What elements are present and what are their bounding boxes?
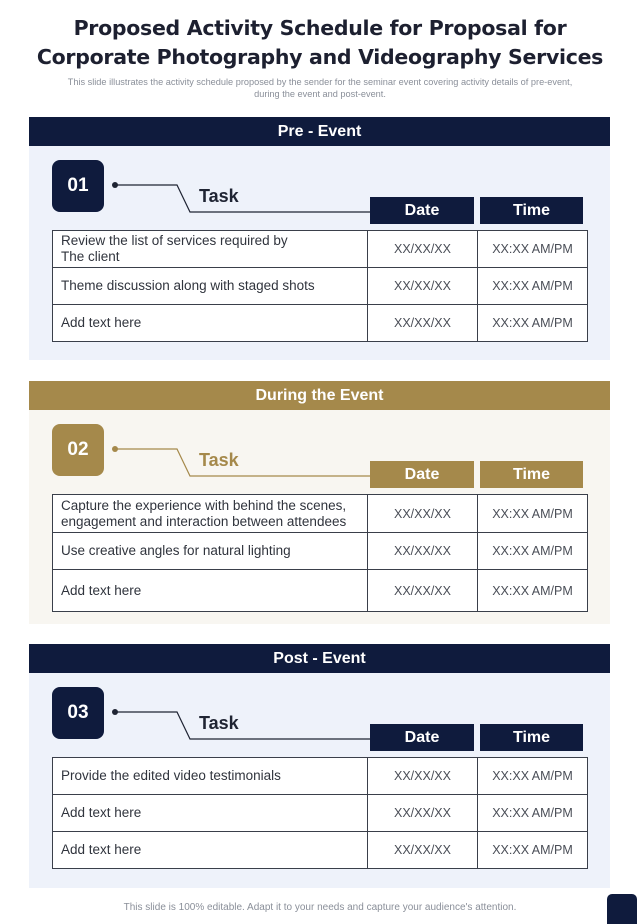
time-header: Time bbox=[480, 461, 583, 488]
table-row bbox=[53, 832, 588, 869]
date-cell: XX/XX/XX bbox=[368, 231, 478, 268]
time-header: Time bbox=[480, 724, 583, 751]
section-panel bbox=[29, 673, 610, 888]
schedule-table bbox=[52, 757, 588, 869]
task-cell bbox=[53, 231, 368, 268]
task-label: Task bbox=[199, 450, 239, 470]
subtitle-line-2: during the event and post-event. bbox=[254, 89, 386, 99]
task-text-line-2: The client bbox=[61, 249, 120, 264]
date-cell: XX/XX/XX bbox=[368, 570, 478, 612]
subtitle-line-1: This slide illustrates the activity schedule proposed by the sender for the seminar event covering activity details of pre-event, bbox=[67, 77, 573, 87]
table-row bbox=[53, 570, 588, 612]
task-cell: Add text here bbox=[53, 832, 368, 869]
section-band: During the Event bbox=[29, 381, 610, 410]
task-text-line-2: engagement and interaction between attendees bbox=[61, 513, 347, 529]
date-header: Date bbox=[370, 197, 474, 224]
task-cell: Provide the edited video testimonials bbox=[53, 758, 368, 795]
date-header: Date bbox=[370, 724, 474, 751]
date-cell: XX/XX/XX bbox=[368, 495, 478, 533]
task-cell: Use creative angles for natural lighting bbox=[53, 533, 368, 570]
date-cell: XX/XX/XX bbox=[368, 533, 478, 570]
time-cell: XX:XX AM/PM bbox=[478, 758, 588, 795]
connector-line-icon bbox=[112, 707, 372, 743]
table-row bbox=[53, 795, 588, 832]
date-cell: XX/XX/XX bbox=[368, 268, 478, 305]
corner-accent bbox=[607, 894, 637, 924]
task-cell bbox=[53, 495, 368, 533]
table-row bbox=[53, 495, 588, 533]
connector-line-icon bbox=[112, 444, 372, 480]
page-subtitle bbox=[20, 76, 620, 100]
time-cell: XX:XX AM/PM bbox=[478, 832, 588, 869]
section-panel bbox=[29, 146, 610, 360]
table-row bbox=[53, 268, 588, 305]
time-cell: XX:XX AM/PM bbox=[478, 231, 588, 268]
time-cell: XX:XX AM/PM bbox=[478, 305, 588, 342]
title-line-2: Corporate Photography and Videography Services bbox=[36, 45, 604, 69]
date-cell: XX/XX/XX bbox=[368, 795, 478, 832]
date-cell: XX/XX/XX bbox=[368, 305, 478, 342]
table-row bbox=[53, 305, 588, 342]
task-cell: Add text here bbox=[53, 795, 368, 832]
table-row bbox=[53, 758, 588, 795]
task-cell: Theme discussion along with staged shots bbox=[53, 268, 368, 305]
task-label: Task bbox=[199, 713, 239, 733]
section-band: Pre - Event bbox=[29, 117, 610, 146]
date-cell: XX/XX/XX bbox=[368, 832, 478, 869]
task-text-line-1: Review the list of services required by bbox=[61, 233, 288, 248]
page-title bbox=[0, 14, 640, 72]
time-cell: XX:XX AM/PM bbox=[478, 570, 588, 612]
step-number-badge: 03 bbox=[52, 687, 104, 739]
time-cell: XX:XX AM/PM bbox=[478, 495, 588, 533]
time-header: Time bbox=[480, 197, 583, 224]
time-cell: XX:XX AM/PM bbox=[478, 795, 588, 832]
title-line-1: Proposed Activity Schedule for Proposal for bbox=[73, 16, 567, 40]
section-band: Post - Event bbox=[29, 644, 610, 673]
task-cell: Add text here bbox=[53, 305, 368, 342]
connector-line-icon bbox=[112, 180, 372, 216]
schedule-table bbox=[52, 494, 588, 612]
date-cell: XX/XX/XX bbox=[368, 758, 478, 795]
task-cell: Add text here bbox=[53, 570, 368, 612]
task-label: Task bbox=[199, 186, 239, 206]
footer-note: This slide is 100% editable. Adapt it to your needs and capture your audience's attention. bbox=[123, 902, 517, 913]
table-row bbox=[53, 533, 588, 570]
time-cell: XX:XX AM/PM bbox=[478, 268, 588, 305]
table-row bbox=[53, 231, 588, 268]
time-cell: XX:XX AM/PM bbox=[478, 533, 588, 570]
step-number-badge: 01 bbox=[52, 160, 104, 212]
step-number-badge: 02 bbox=[52, 424, 104, 476]
task-text-line-1: Capture the experience with behind the scenes, bbox=[61, 497, 347, 513]
schedule-table bbox=[52, 230, 588, 342]
section-panel bbox=[29, 410, 610, 624]
date-header: Date bbox=[370, 461, 474, 488]
